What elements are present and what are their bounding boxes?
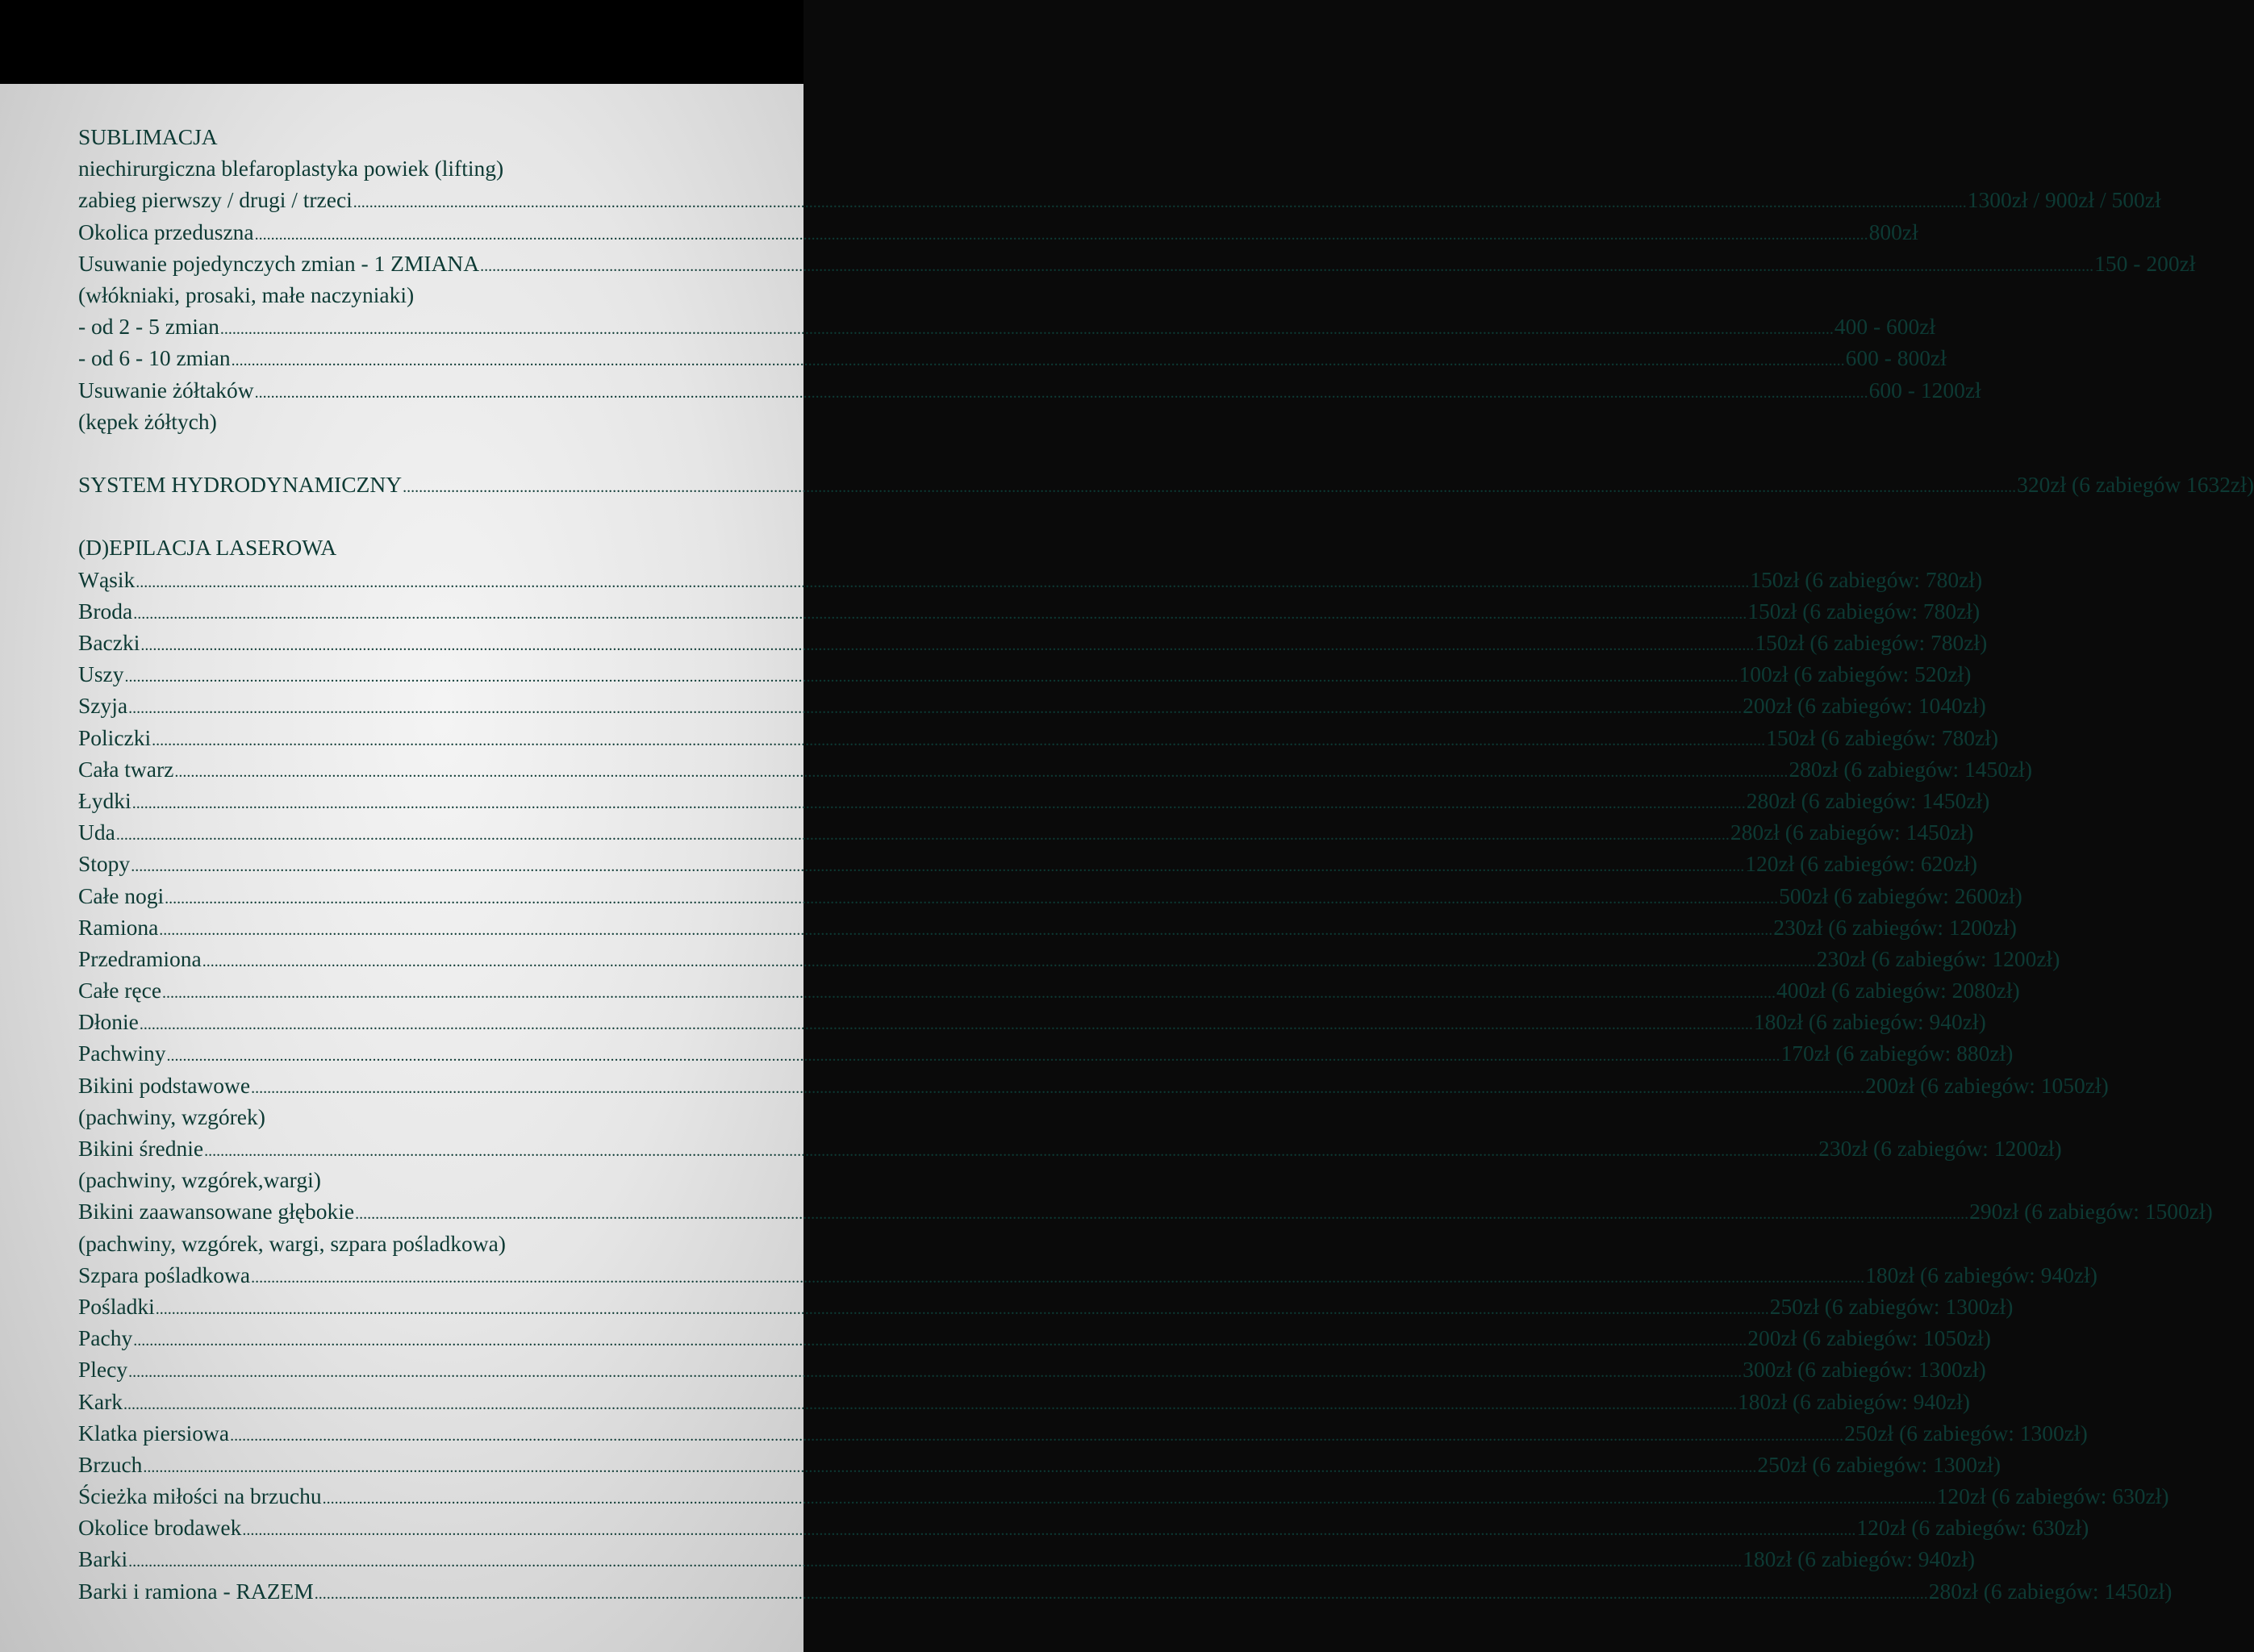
price-row [78, 816, 1974, 848]
price-row [78, 1006, 1986, 1037]
item-name: Baczki [78, 630, 140, 655]
item-price: 120zł (6 zabiegów: 630zł) [1856, 1515, 2089, 1541]
dot-leader: ................................................................................................................................................................................................................................................................................................................................................................................................................ [174, 762, 1789, 781]
price-row [78, 974, 2020, 1006]
price-row [78, 216, 1918, 248]
dot-leader: ................................................................................................................................................................................................................................................................................................................................................................................................................ [131, 794, 1746, 812]
item-name: Szyja [78, 693, 128, 719]
item-name: Kark [78, 1388, 123, 1414]
item-price: 150zł (6 zabiegów: 780zł) [1755, 630, 1988, 655]
dot-leader: ................................................................................................................................................................................................................................................................................................................................................................................................................ [355, 1205, 1969, 1224]
price-row [78, 469, 2254, 500]
dot-leader: ................................................................................................................................................................................................................................................................................................................................................................................................................ [143, 1458, 1757, 1476]
dot-leader: ................................................................................................................................................................................................................................................................................................................................................................................................................ [202, 952, 1816, 970]
item-name: Plecy [78, 1357, 128, 1383]
price-list [78, 121, 2254, 1607]
dot-leader: ................................................................................................................................................................................................................................................................................................................................................................................................................ [166, 1047, 1780, 1066]
item-name: - od 2 - 5 zmian [78, 314, 219, 340]
dot-leader: ................................................................................................................................................................................................................................................................................................................................................................................................................ [254, 383, 1868, 402]
dot-leader: ................................................................................................................................................................................................................................................................................................................................................................................................................ [204, 1142, 1818, 1160]
dot-leader: ................................................................................................................................................................................................................................................................................................................................................................................................................ [128, 699, 1743, 718]
note-line: (pachwiny, wzgórek) [78, 1103, 265, 1129]
price-row [78, 1575, 2173, 1607]
item-name: Uszy [78, 661, 124, 687]
note-line: (pachwiny, wzgórek,wargi) [78, 1167, 321, 1193]
item-price: 600 - 800zł [1845, 345, 1947, 371]
dot-leader: ................................................................................................................................................................................................................................................................................................................................................................................................................ [131, 857, 1745, 876]
item-name: Pachy [78, 1325, 133, 1351]
item-price: 250zł (6 zabiegów: 1300zł) [1769, 1293, 2014, 1319]
item-price: 180zł (6 zabiegów: 940zł) [1753, 1009, 1986, 1035]
dot-leader: ................................................................................................................................................................................................................................................................................................................................................................................................................ [219, 320, 1834, 339]
top-black-bar [0, 0, 804, 84]
item-name: Uda [78, 820, 115, 845]
item-price: 400 - 600zł [1834, 314, 1936, 340]
price-row [78, 753, 2032, 785]
price-row [78, 943, 2060, 974]
dot-leader: ................................................................................................................................................................................................................................................................................................................................................................................................................ [162, 984, 1776, 1003]
price-row [78, 1354, 1986, 1385]
price-row [78, 1291, 2014, 1322]
item-name: Dłonie [78, 1009, 139, 1035]
price-row [78, 184, 2161, 215]
item-name: Stopy [78, 851, 131, 877]
price-row [78, 1133, 2062, 1164]
item-price: 250zł (6 zabiegów: 1300zł) [1757, 1451, 2001, 1477]
dot-leader: ................................................................................................................................................................................................................................................................................................................................................................................................................ [123, 1395, 1737, 1413]
item-name: SYSTEM HYDRODYNAMICZNY [78, 472, 403, 498]
item-price: 180zł (6 zabiegów: 940zł) [1743, 1546, 1975, 1572]
dot-leader: ................................................................................................................................................................................................................................................................................................................................................................................................................ [254, 225, 1868, 244]
dot-leader: ................................................................................................................................................................................................................................................................................................................................................................................................................ [480, 257, 2094, 275]
item-name: Barki i ramiona - RAZEM [78, 1578, 314, 1604]
item-price: 250zł (6 zabiegów: 1300zł) [1844, 1420, 2088, 1446]
section-title: (D)EPILACJA LASEROWA [78, 535, 337, 561]
item-price: 230zł (6 zabiegów: 1200zł) [1818, 1136, 2062, 1161]
dot-leader: ................................................................................................................................................................................................................................................................................................................................................................................................................ [133, 1332, 1747, 1350]
price-row [78, 1259, 2097, 1291]
dot-leader: ................................................................................................................................................................................................................................................................................................................................................................................................................ [128, 1363, 1743, 1382]
price-row [78, 1543, 1975, 1575]
item-name: Szpara pośladkowa [78, 1262, 251, 1287]
price-row [78, 690, 1986, 721]
item-name: Klatka piersiowa [78, 1420, 230, 1446]
dot-leader: ................................................................................................................................................................................................................................................................................................................................................................................................................ [159, 920, 1773, 939]
item-name: Okolice brodawek [78, 1515, 242, 1541]
item-name: Łydki [78, 787, 131, 813]
item-name: Bikini średnie [78, 1136, 204, 1161]
dot-leader: ................................................................................................................................................................................................................................................................................................................................................................................................................ [322, 1490, 1936, 1508]
dot-leader: ................................................................................................................................................................................................................................................................................................................................................................................................................ [230, 1426, 1844, 1445]
item-price: 150 - 200zł [2094, 250, 2196, 276]
price-row [78, 1480, 2169, 1512]
item-price: 200zł (6 zabiegów: 1040zł) [1743, 693, 1986, 719]
item-name: Pośladki [78, 1293, 155, 1319]
item-name: Policzki [78, 724, 152, 750]
dot-leader: ................................................................................................................................................................................................................................................................................................................................................................................................................ [139, 1016, 1753, 1034]
price-row [78, 912, 2017, 943]
section-spacer [78, 437, 768, 469]
item-name: Broda [78, 598, 133, 624]
item-price: 280zł (6 zabiegów: 1450zł) [1928, 1578, 2173, 1604]
item-price: 120zł (6 zabiegów: 620zł) [1745, 851, 1978, 877]
item-name: Brzuch [78, 1451, 143, 1477]
item-name: Ścieżka miłości na brzuchu [78, 1483, 322, 1509]
item-price: 150zł (6 zabiegów: 780zł) [1766, 724, 1999, 750]
price-row [78, 1322, 1991, 1354]
item-price: 1300zł / 900zł / 500zł [1967, 187, 2161, 213]
item-price: 320zł (6 zabiegów 1632zł) [2017, 472, 2254, 498]
price-row [78, 627, 1988, 658]
price-row [78, 1449, 2001, 1480]
item-name: Wąsik [78, 566, 136, 592]
item-price: 280zł (6 zabiegów: 1450zł) [1730, 820, 1974, 845]
item-name: - od 6 - 10 zmian [78, 345, 231, 371]
item-price: 400zł (6 zabiegów: 2080zł) [1776, 978, 2020, 1003]
dot-leader: ................................................................................................................................................................................................................................................................................................................................................................................................................ [353, 194, 1967, 212]
price-list-page [0, 84, 2254, 1652]
dot-leader: ................................................................................................................................................................................................................................................................................................................................................................................................................ [251, 1078, 1865, 1097]
item-price: 600 - 1200zł [1868, 377, 1981, 403]
item-price: 800zł [1868, 219, 1918, 244]
price-row [78, 848, 1978, 879]
note-line: (pachwiny, wzgórek, wargi, szpara pośladkowa) [78, 1230, 506, 1256]
item-price: 170zł (6 zabiegów: 880zł) [1780, 1041, 2014, 1066]
dot-leader: ................................................................................................................................................................................................................................................................................................................................................................................................................ [124, 668, 1739, 686]
dot-leader: ................................................................................................................................................................................................................................................................................................................................................................................................................ [152, 731, 1766, 749]
section-title: SUBLIMACJA [78, 124, 218, 149]
item-price: 500zł (6 zabiegów: 2600zł) [1779, 882, 2022, 908]
dot-leader: ................................................................................................................................................................................................................................................................................................................................................................................................................ [242, 1521, 1856, 1540]
item-name: Przedramiona [78, 945, 202, 971]
dot-leader: ................................................................................................................................................................................................................................................................................................................................................................................................................ [165, 889, 1779, 907]
price-row [78, 1070, 2109, 1101]
item-name: Barki [78, 1546, 128, 1572]
item-price: 150zł (6 zabiegów: 780zł) [1747, 598, 1981, 624]
price-row [78, 564, 1983, 595]
price-row [78, 785, 1990, 816]
price-row [78, 1512, 2089, 1543]
dot-leader: ................................................................................................................................................................................................................................................................................................................................................................................................................ [133, 604, 1747, 623]
item-name: Całe ręce [78, 978, 162, 1003]
dot-leader: ................................................................................................................................................................................................................................................................................................................................................................................................................ [115, 826, 1730, 845]
dot-leader: ................................................................................................................................................................................................................................................................................................................................................................................................................ [136, 573, 1750, 591]
price-row [78, 722, 1999, 753]
item-name: Pachwiny [78, 1041, 166, 1066]
item-price: 230zł (6 zabiegów: 1200zł) [1816, 945, 2060, 971]
note-line: niechirurgiczna blefaroplastyka powiek (lifting) [78, 156, 504, 181]
price-row [78, 880, 2022, 912]
price-row [78, 1386, 1970, 1417]
note-line: (kępek żółtych) [78, 408, 217, 434]
item-name: Okolica przeduszna [78, 219, 254, 244]
item-price: 100zł (6 zabiegów: 520zł) [1739, 661, 1972, 687]
price-row [78, 248, 2196, 279]
item-name: Cała twarz [78, 756, 174, 782]
item-name: Całe nogi [78, 882, 165, 908]
item-price: 200zł (6 zabiegów: 1050zł) [1865, 1072, 2109, 1098]
item-price: 120zł (6 zabiegów: 630zł) [1936, 1483, 2169, 1509]
item-name: zabieg pierwszy / drugi / trzeci [78, 187, 353, 213]
price-row [78, 658, 1972, 690]
dot-leader: ................................................................................................................................................................................................................................................................................................................................................................................................................ [155, 1299, 1769, 1318]
item-price: 200zł (6 zabiegów: 1050zł) [1747, 1325, 1991, 1351]
item-price: 280zł (6 zabiegów: 1450zł) [1746, 787, 1990, 813]
dot-leader: ................................................................................................................................................................................................................................................................................................................................................................................................................ [314, 1584, 1928, 1603]
item-name: Bikini zaawansowane głębokie [78, 1199, 355, 1224]
note-line: (włókniaki, prosaki, małe naczyniaki) [78, 282, 415, 307]
item-name: Ramiona [78, 914, 159, 940]
price-row [78, 1417, 2088, 1449]
price-row [78, 374, 1981, 406]
item-price: 280zł (6 zabiegów: 1450zł) [1789, 756, 2032, 782]
price-row [78, 1195, 2213, 1227]
price-row [78, 311, 1936, 342]
item-name: Usuwanie pojedynczych zmian - 1 ZMIANA [78, 250, 480, 276]
item-name: Usuwanie żółtaków [78, 377, 254, 403]
price-row [78, 1037, 2014, 1069]
item-price: 150zł (6 zabiegów: 780zł) [1750, 566, 1983, 592]
item-price: 180zł (6 zabiegów: 940zł) [1737, 1388, 1970, 1414]
dot-leader: ................................................................................................................................................................................................................................................................................................................................................................................................................ [128, 1553, 1743, 1571]
price-row [78, 595, 1981, 627]
section-spacer [78, 500, 768, 532]
item-price: 290zł (6 zabiegów: 1500zł) [1969, 1199, 2213, 1224]
dot-leader: ................................................................................................................................................................................................................................................................................................................................................................................................................ [403, 478, 2017, 497]
item-price: 180zł (6 zabiegów: 940zł) [1865, 1262, 2097, 1287]
dot-leader: ................................................................................................................................................................................................................................................................................................................................................................................................................ [251, 1268, 1865, 1287]
dot-leader: ................................................................................................................................................................................................................................................................................................................................................................................................................ [140, 636, 1755, 654]
price-row [78, 342, 1947, 373]
item-name: Bikini podstawowe [78, 1072, 251, 1098]
item-price: 230zł (6 zabiegów: 1200zł) [1773, 914, 2017, 940]
dot-leader: ................................................................................................................................................................................................................................................................................................................................................................................................................ [231, 352, 1845, 370]
item-price: 300zł (6 zabiegów: 1300zł) [1743, 1357, 1986, 1383]
